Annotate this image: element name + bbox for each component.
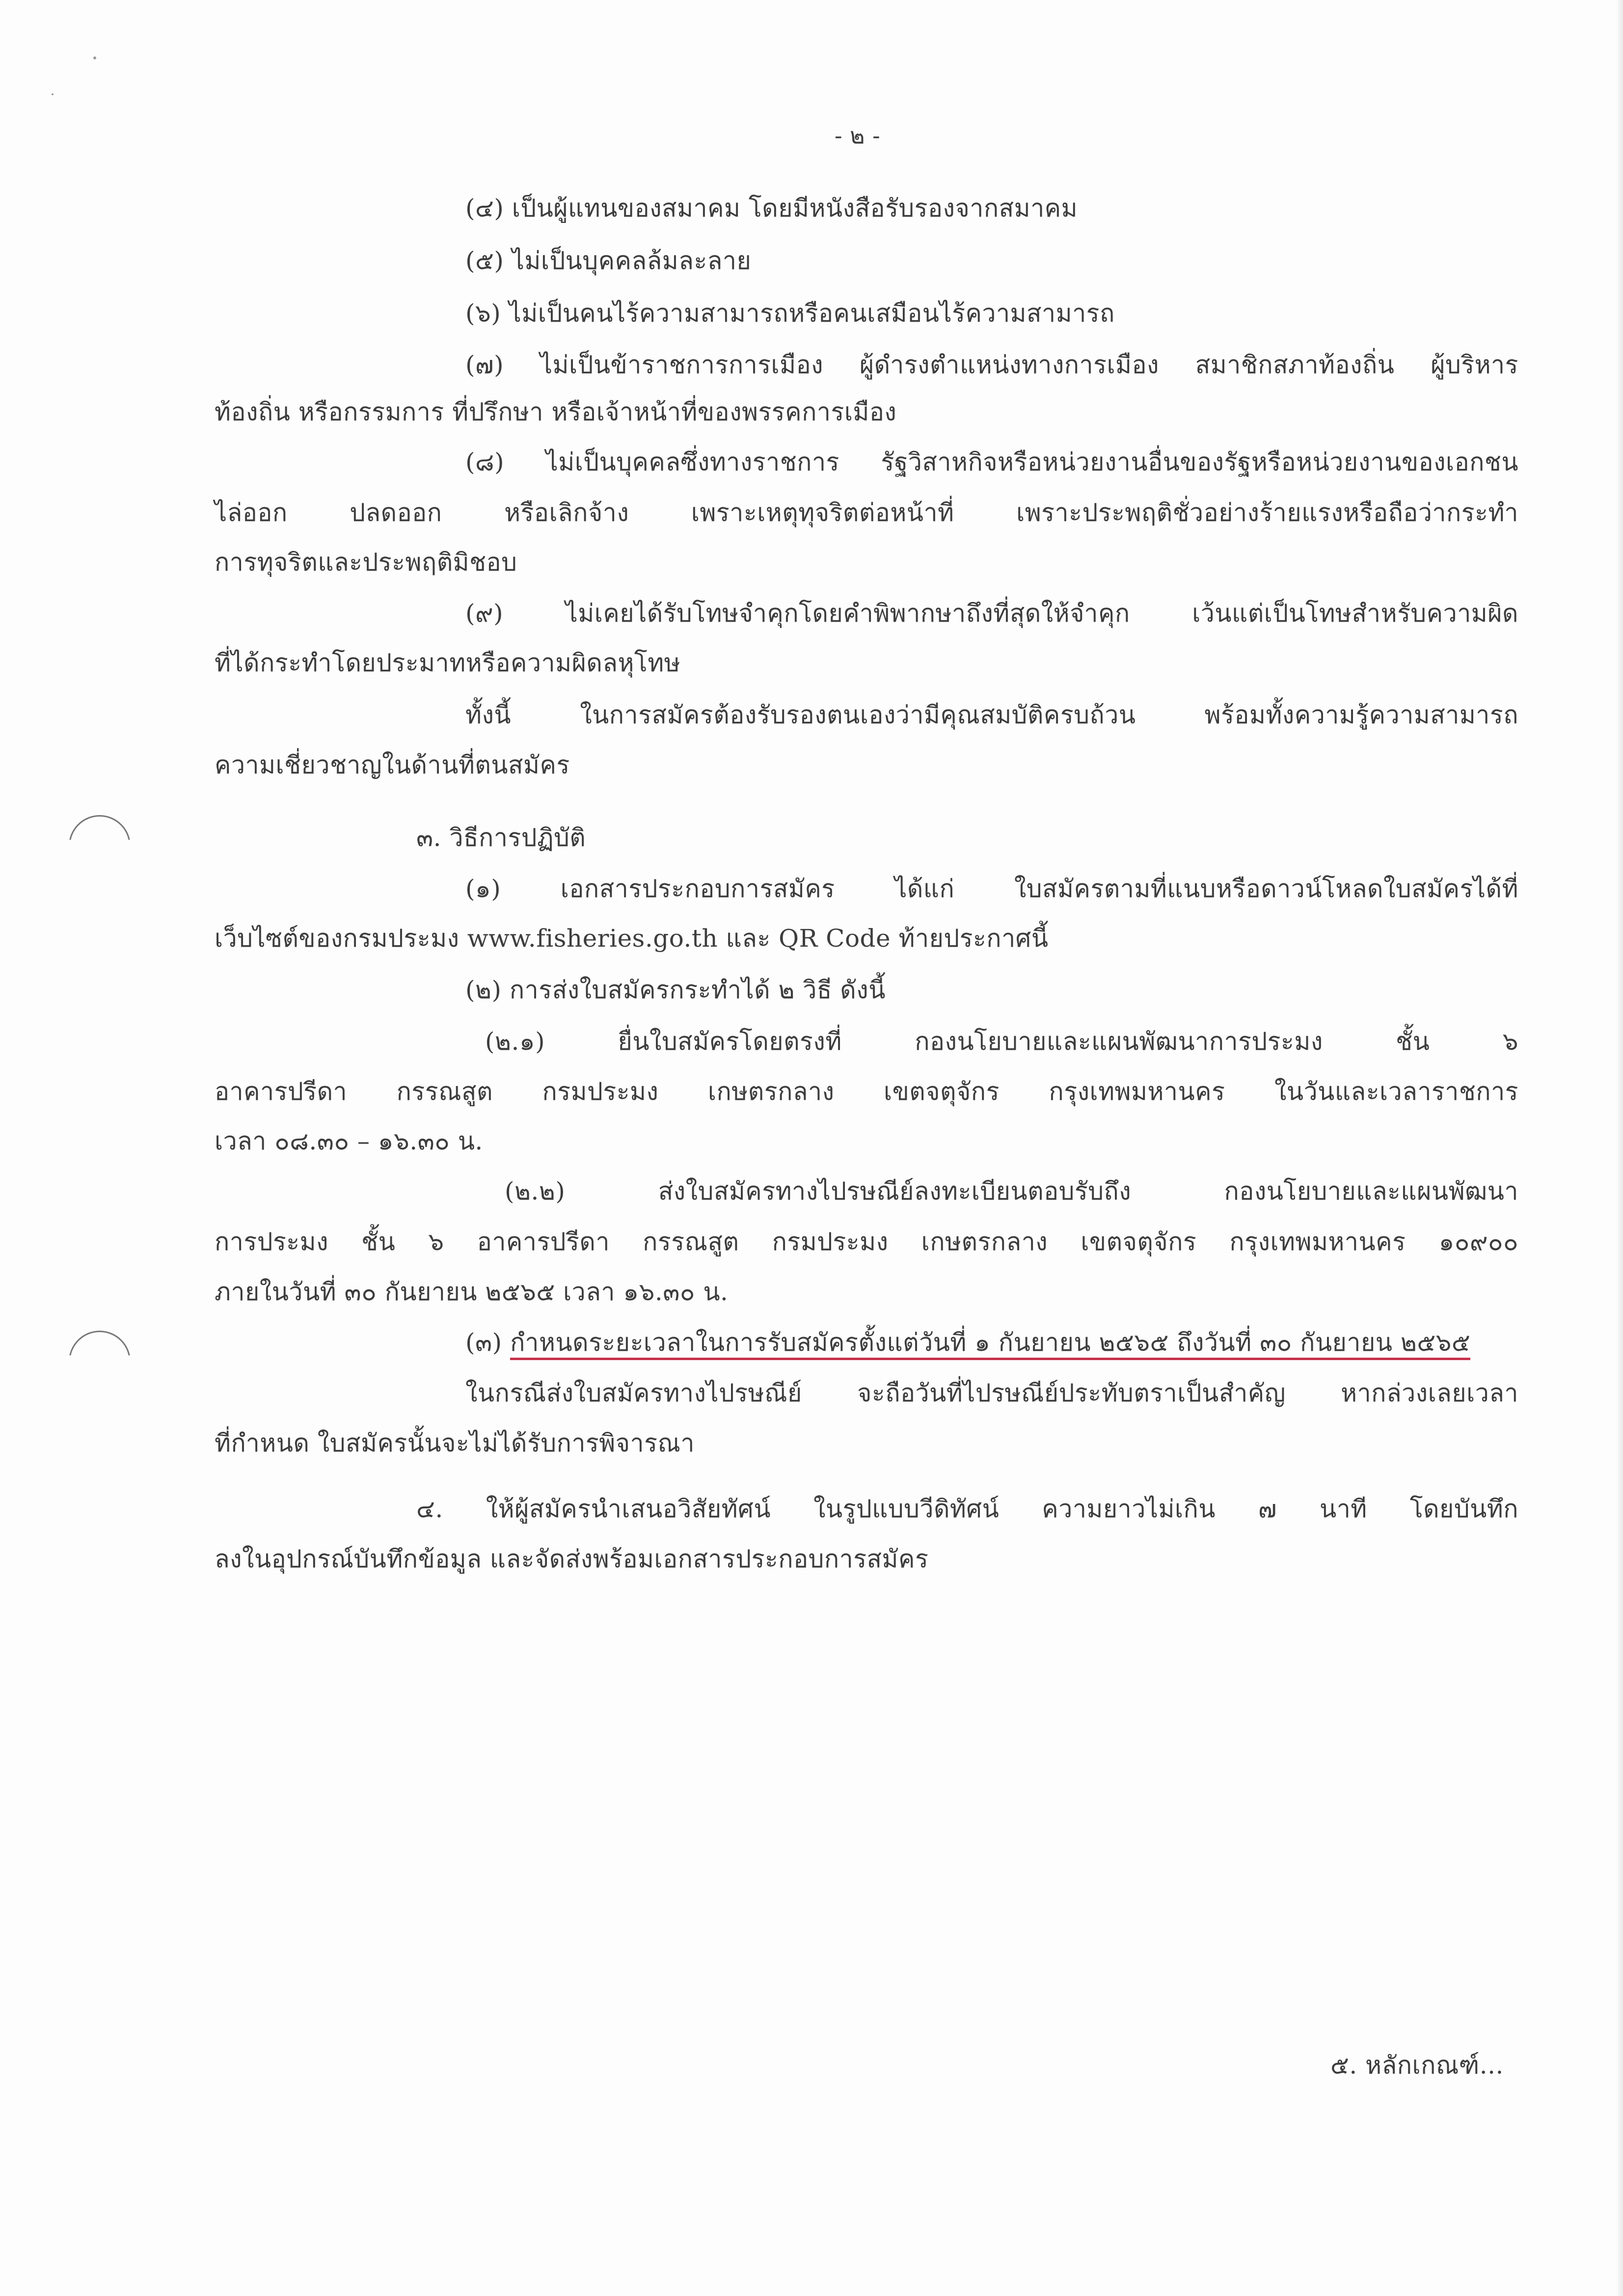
section-3-item-1-line-2: เว็บไซต์ของกรมประมง www.fisheries.go.th และ QR Code ท้ายประกาศนี้ (215, 924, 1049, 953)
section-3-item-2-1-line-2: อาคารปรีดา กรรณสูต กรมประมง เกษตรกลาง เขตจตุจักร กรุงเทพมหานคร ในวันและเวลาราชการ (215, 1077, 1518, 1106)
item-9-line-2: ที่ได้กระทำโดยประมาทหรือความผิดลหุโทษ (215, 649, 681, 677)
item-6-text: (๖) ไม่เป็นคนไร้ความสามารถหรือคนเสมือนไร้ความสามารถ (465, 299, 1115, 328)
section-3-item-3-number: (๓) (465, 1328, 502, 1357)
section-3-item-3-line-1 (465, 1327, 1470, 1358)
page-number: - ๒ - (835, 122, 881, 149)
item-4-text: (๔) เป็นผู้แทนของสมาคม โดยมีหนังสือรับรองจากสมาคม (465, 194, 1078, 222)
scan-edge-shadow (1616, 0, 1623, 2296)
section-3-item-1-line-1: (๑) เอกสารประกอบการสมัคร ได้แก่ ใบสมัครตามที่แนบหรือดาวน์โหลดใบสมัครได้ที่ (465, 875, 1518, 903)
item-9-line-1: (๙) ไม่เคยได้รับโทษจำคุกโดยคำพิพากษาถึงที่สุดให้จำคุก เว้นแต่เป็นโทษสำหรับความผิด (465, 599, 1518, 628)
section-3-item-2-2-line-2: การประมง ชั้น ๖ อาคารปรีดา กรรณสูต กรมประมง เกษตรกลาง เขตจตุจักร กรุงเทพมหานคร ๑๐๙๐๐ (215, 1228, 1518, 1256)
certify-line-2: ความเชี่ยวชาญในด้านที่ตนสมัคร (215, 751, 570, 779)
section-3-item-2-2-line-1: (๒.๒) ส่งใบสมัครทางไปรษณีย์ลงทะเบียนตอบรับถึง กองนโยบายและแผนพัฒนา (505, 1177, 1518, 1205)
section-3-item-2-1-line-3: เวลา ๐๘.๓๐ – ๑๖.๓๐ น. (215, 1127, 483, 1155)
item-8-line-2: ไล่ออก ปลดออก หรือเลิกจ้าง เพราะเหตุทุจริตต่อหน้าที่ เพราะประพฤติชั่วอย่างร้ายแรงหรือถือว่ากระทำ (215, 498, 1518, 527)
application-period-highlight: กำหนดระยะเวลาในการรับสมัครตั้งแต่วันที่ ๑ กันยายน ๒๕๖๕ ถึงวันที่ ๓๐ กันยายน ๒๕๖๕ (510, 1328, 1470, 1360)
scan-speck (93, 56, 96, 59)
punch-hole-bottom (69, 1331, 131, 1393)
section-3-item-3-line-3: ที่กำหนด ใบสมัครนั้นจะไม่ได้รับการพิจารณา (215, 1429, 695, 1457)
item-7-line-2: ท้องถิ่น หรือกรรมการ ที่ปรึกษา หรือเจ้าหน้าที่ของพรรคการเมือง (215, 398, 897, 426)
section-4-line-1: ๔. ให้ผู้สมัครนำเสนอวิสัยทัศน์ ในรูปแบบวีดิทัศน์ ความยาวไม่เกิน ๗ นาที โดยบันทึก (416, 1495, 1518, 1523)
section-3-item-2: (๒) การส่งใบสมัครกระทำได้ ๒ วิธี ดังนี้ (465, 976, 886, 1004)
scan-speck (52, 93, 54, 95)
item-7-line-1: (๗) ไม่เป็นข้าราชการการเมือง ผู้ดำรงตำแหน่งทางการเมือง สมาชิกสภาท้องถิ่น ผู้บริหาร (465, 351, 1518, 379)
item-8-line-3: การทุจริตและประพฤติมิชอบ (215, 548, 517, 576)
punch-hole-top (69, 815, 131, 877)
section-3-item-3-line-2: ในกรณีส่งใบสมัครทางไปรษณีย์ จะถือวันที่ไปรษณีย์ประทับตราเป็นสำคัญ หากล่วงเลยเวลา (465, 1379, 1518, 1407)
section-4-line-2: ลงในอุปกรณ์บันทึกข้อมูล และจัดส่งพร้อมเอกสารประกอบการสมัคร (215, 1545, 929, 1573)
section-3-item-2-1-line-1: (๒.๑) ยื่นใบสมัครโดยตรงที่ กองนโยบายและแผนพัฒนาการประมง ชั้น ๖ (485, 1027, 1518, 1056)
item-5-text: (๕) ไม่เป็นบุคคลล้มละลาย (465, 246, 752, 275)
section-3-heading: ๓. วิธีการปฏิบัติ (416, 823, 586, 852)
certify-line-1: ทั้งนี้ ในการสมัครต้องรับรองตนเองว่ามีคุณสมบัติครบถ้วน พร้อมทั้งความรู้ความสามารถ (465, 701, 1518, 729)
continuation-marker: ๕. หลักเกณฑ์... (1330, 2051, 1504, 2079)
section-3-item-2-2-line-3: ภายในวันที่ ๓๐ กันยายน ๒๕๖๕ เวลา ๑๖.๓๐ น. (215, 1278, 729, 1306)
item-8-line-1: (๘) ไม่เป็นบุคคลซึ่งทางราชการ รัฐวิสาหกิจหรือหน่วยงานอื่นของรัฐหรือหน่วยงานของเอกชน (465, 448, 1518, 476)
